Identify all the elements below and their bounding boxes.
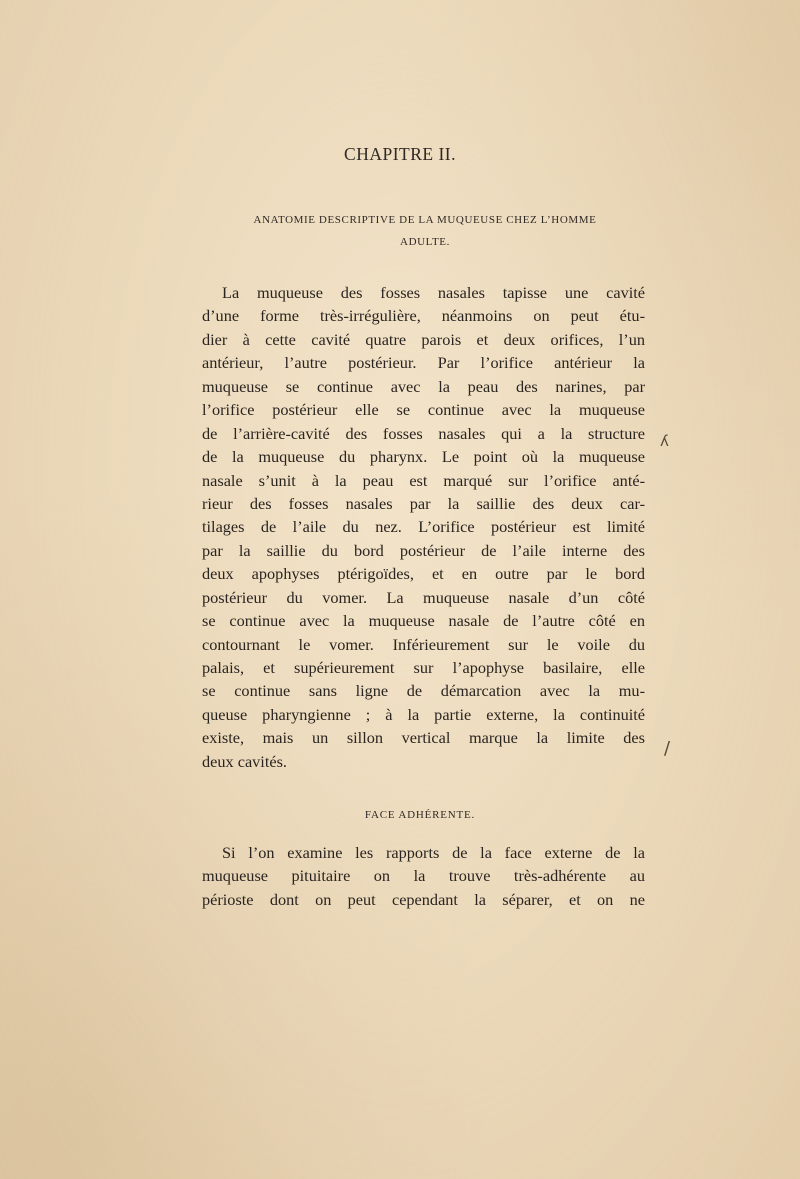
- text-line: deux cavités.: [202, 751, 287, 771]
- text-line: périoste dont on peut cependant la séparer, et on ne: [202, 889, 645, 909]
- text-line: Si l’on examine les rapports de la face externe de la: [222, 843, 645, 862]
- paragraph-1: [202, 281, 645, 773]
- text-line: La muqueuse des fosses nasales tapisse une cavité: [222, 283, 645, 302]
- text-line: par la saillie du bord postérieur de l’aile interne des: [202, 540, 645, 560]
- text-line: deux apophyses ptérigoïdes, et en outre par le bord: [202, 564, 645, 584]
- section-title: [205, 209, 645, 253]
- text-line: nasale s’unit à la peau est marqué sur l’orifice anté-: [202, 470, 645, 490]
- text-line: tilages de l’aile du nez. L’orifice postérieur est limité: [202, 517, 645, 537]
- margin-mark: ʎ: [660, 432, 669, 450]
- text-line: rieur des fosses nasales par la saillie des deux car-: [202, 493, 645, 513]
- section-title-line-2: ADULTE.: [400, 236, 450, 248]
- text-line: de la muqueuse du pharynx. Le point où la muqueuse: [202, 447, 645, 467]
- text-line: queuse pharyngienne ; à la partie externe, la continuité: [202, 704, 645, 724]
- text-line: d’une forme très-irrégulière, néanmoins on peut étu-: [202, 306, 645, 326]
- chapter-title: CHAPITRE II.: [344, 144, 456, 164]
- text-line: muqueuse se continue avec la peau des narines, par: [202, 376, 645, 396]
- section-title-line-1: ANATOMIE DESCRIPTIVE DE LA MUQUEUSE CHEZ L’HOMME: [253, 214, 597, 226]
- text-line: l’orifice postérieur elle se continue avec la muqueuse: [202, 400, 645, 420]
- text-line: existe, mais un sillon vertical marque la limite des: [202, 728, 645, 748]
- text-line: postérieur du vomer. La muqueuse nasale d’un côté: [202, 587, 645, 607]
- text-line: se continue sans ligne de démarcation avec la mu-: [202, 681, 645, 701]
- margin-mark: /: [664, 738, 671, 759]
- text-line: de l’arrière-cavité des fosses nasales qui a la structure: [202, 423, 645, 443]
- text-line: contournant le vomer. Inférieurement sur le voile du: [202, 634, 645, 654]
- text-line: se continue avec la muqueuse nasale de l’autre côté en: [202, 611, 645, 631]
- text-line: dier à cette cavité quatre parois et deux orifices, l’un: [202, 329, 645, 349]
- paragraph-2: [202, 841, 645, 911]
- subheading: FACE ADHÉRENTE.: [364, 809, 476, 821]
- text-line: palais, et supérieurement sur l’apophyse basilaire, elle: [202, 658, 645, 677]
- text-line: antérieur, l’autre postérieur. Par l’orifice antérieur la: [202, 353, 645, 373]
- text-line: muqueuse pituitaire on la trouve très-adhérente au: [202, 866, 645, 886]
